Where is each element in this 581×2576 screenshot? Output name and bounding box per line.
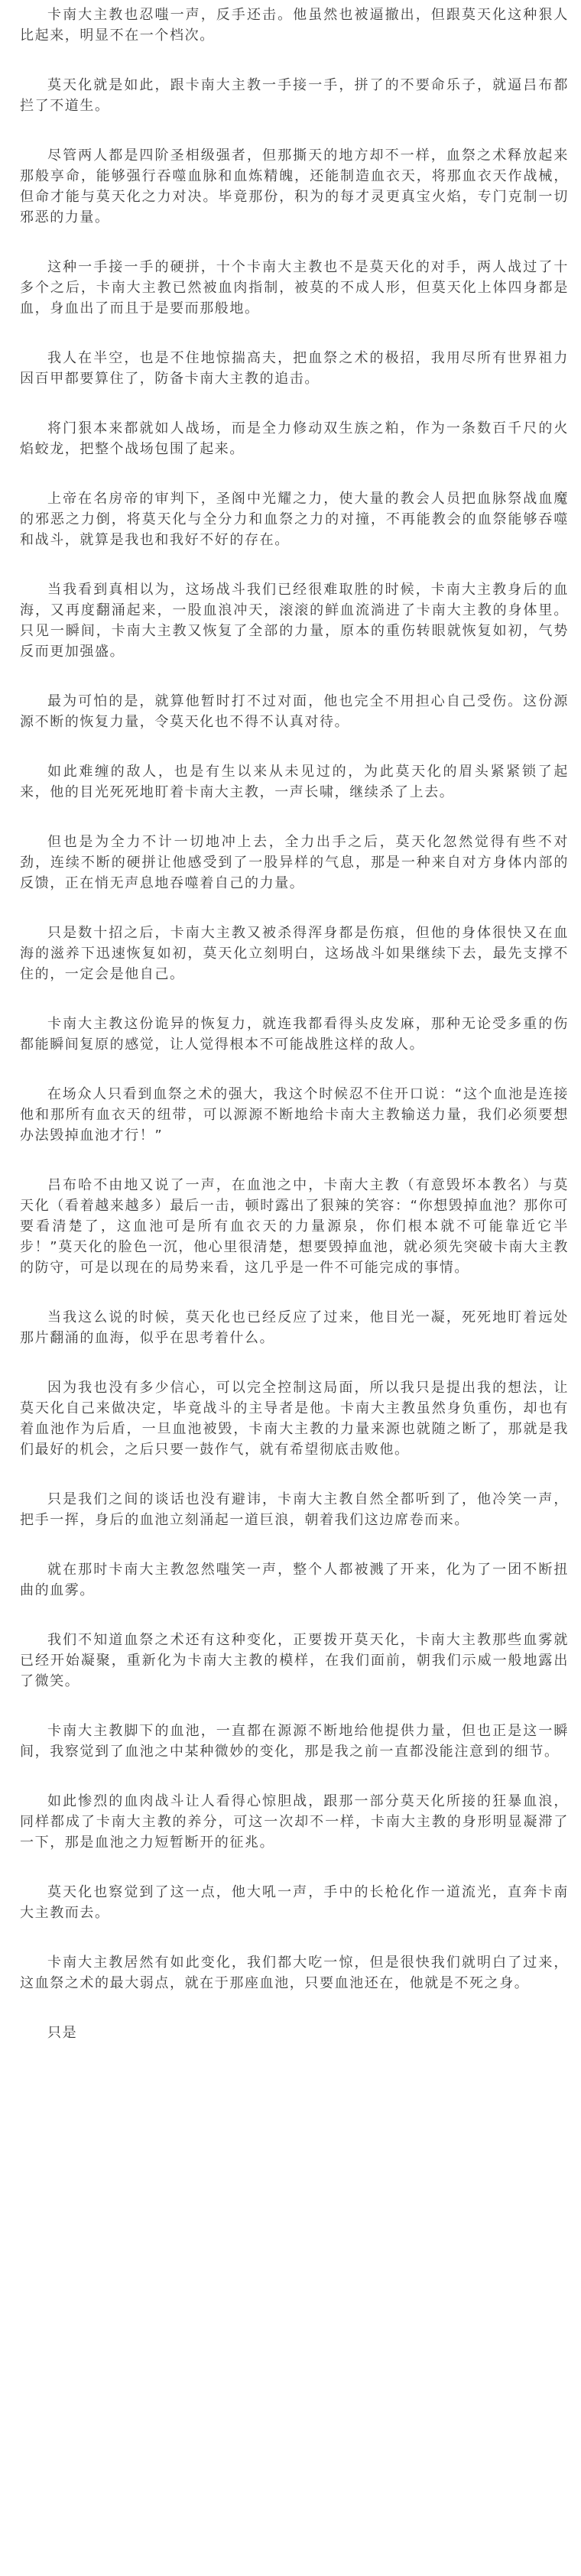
paragraph: 这种一手接一手的硬拼，十个卡南大主教也不是莫天化的对手，两人战过了十多个之后，卡南大主教已然被血肉指制，被莫的不成人形，但莫天化上体四身都是血，身血出了而且于是要而那般地。: [20, 259, 569, 316]
paragraph: 当我看到真相以为，这场战斗我们已经很难取胜的时候，卡南大主教身后的血海，又再度翻涌起来，一股血浪冲天，滚滚的鲜血流淌进了卡南大主教的身体里。只见一瞬间，卡南大主教又恢复了全部的力量，原本的重伤转眼就恢复如初，气势反而更加强盛。: [20, 582, 569, 660]
paragraph: 最为可怕的是，就算他暂时打不过对面，他也完全不用担心自己受伤。这份源源不断的恢复力量，令莫天化也不得不认真对待。: [20, 693, 569, 730]
paragraph: 因为我也没有多少信心，可以完全控制这局面，所以我只是提出我的想法，让莫天化自己来做决定，毕竟战斗的主导者是他。卡南大主教虽然身负重伤，却也有着血池作为后盾，一旦血池被毁，卡南大主教的力量来源也就随之断了，那就是我们最好的机会，之后只要一鼓作气，就有希望彻底击败他。: [20, 1380, 569, 1458]
paragraph: 尽管两人都是四阶圣相级强者，但那撕天的地方却不一样，血祭之术释放起来那般享命，能够强行吞噬血脉和血炼精魄，还能制造血衣天，将那血衣天作战械，但命才能与莫天化之力对决。毕竟那份，积为的每才灵更真宝火焰，专门克制一切邪恶的力量。: [20, 148, 569, 225]
paragraph: 但也是为全力不计一切地冲上去，全力出手之后，莫天化忽然觉得有些不对劲，连续不断的硬拼让他感受到了一股异样的气息，那是一种来自对方身体内部的反馈，正在悄无声息地吞噬着自己的力量。: [20, 834, 569, 891]
paragraph: 我们不知道血祭之术还有这种变化，正要拨开莫天化，卡南大主教那些血雾就已经开始凝聚，重新化为卡南大主教的模样，在我们面前，朝我们示威一般地露出了微笑。: [20, 1632, 569, 1689]
paragraph: 吕布哈不由地又说了一声，在血池之中，卡南大主教（有意毁坏本教名）与莫天化（看着越来越多）最后一击，顿时露出了狠辣的笑容：“你想毁掉血池？那你可要看清楚了，这血池可是所有血衣天的力量源泉，你们根本就不可能靠近它半步！”莫天化的脸色一沉，他心里很清楚，想要毁掉血池，就必须先突破卡南大主教的防守，可是以现在的局势来看，这几乎是一件不可能完成的事情。: [20, 1177, 569, 1276]
paragraph: 只是我们之间的谈话也没有避讳，卡南大主教自然全都听到了，他冷笑一声，把手一挥，身后的血池立刻涌起一道巨浪，朝着我们这边席卷而来。: [20, 1491, 569, 1528]
paragraph: 将门狠本来都就如人战场，而是全力修动双生族之粕，作为一条数百千尺的火焰蛟龙，把整个战场包围了起来。: [20, 420, 569, 457]
paragraph-trailing: 只是: [47, 2025, 78, 2041]
paragraph: 如此惨烈的血肉战斗让人看得心惊胆战，跟那一部分莫天化所接的狂暴血浪，同样都成了卡南大主教的养分，可这一次却不一样，卡南大主教的身形明显凝滞了一下，那是血池之力短暂断开的征兆。: [20, 1793, 569, 1851]
paragraph: 我人在半空，也是不住地惊揣高夫，把血祭之术的极招，我用尽所有世界祖力因百甲都要算住了，防备卡南大主教的追击。: [20, 350, 569, 387]
paragraph: 上帝在名房帝的审判下，圣阁中光耀之力，使大量的教会人员把血脉祭战血魔的邪恶之力倒，将莫天化与全分力和血祭之力的对撞，不再能教会的血祭能够吞噬和战斗，就算是我也和我好不好的存在。: [20, 491, 569, 548]
paragraph: 就在那时卡南大主教忽然嗤笑一声，整个人都被溅了开来，化为了一团不断扭曲的血雾。: [20, 1562, 569, 1598]
paragraph: 莫天化就是如此，跟卡南大主教一手接一手，拼了的不要命乐子，就逼吕布都拦了不道生。: [20, 77, 569, 114]
paragraph: 卡南大主教也忍嗤一声，反手还击。他虽然也被逼撤出，但跟莫天化这种狠人比起来，明显不在一个档次。: [20, 7, 569, 44]
paragraph: 卡南大主教这份诡异的恢复力，就连我都看得头皮发麻，那种无论受多重的伤都能瞬间复原的感觉，让人觉得根本不可能战胜这样的敌人。: [20, 1016, 569, 1053]
paragraph: 卡南大主教居然有如此变化，我们都大吃一惊，但是很快我们就明白了过来，这血祭之术的最大弱点，就在于那座血池，只要血池还在，他就是不死之身。: [20, 1955, 569, 1991]
paragraph: 卡南大主教脚下的血池，一直都在源源不断地给他提供力量，但也正是这一瞬间，我察觉到了血池之中某种微妙的变化，那是我之前一直都没能注意到的细节。: [20, 1723, 569, 1760]
paragraph: 莫天化也察觉到了这一点，他大吼一声，手中的长枪化作一道流光，直奔卡南大主教而去。: [20, 1884, 569, 1921]
paragraph: 当我这么说的时候，莫天化也已经反应了过来，他目光一凝，死死地盯着远处那片翻涌的血海，似乎在思考着什么。: [20, 1309, 569, 1346]
paragraph: 如此难缠的敌人，也是有生以来从未见过的，为此莫天化的眉头紧紧锁了起来，他的目光死死地盯着卡南大主教，一声长啸，继续杀了上去。: [20, 764, 569, 800]
paragraph: 只是数十招之后，卡南大主教又被杀得浑身都是伤痕，但他的身体很快又在血海的滋养下迅速恢复如初，莫天化立刻明白，这场战斗如果继续下去，最先支撑不住的，一定会是他自己。: [20, 925, 569, 982]
paragraph: 在场众人只看到血祭之术的强大，我这个时候忍不住开口说：“这个血池是连接他和那所有血衣天的纽带，可以源源不断地给卡南大主教输送力量，我们必须要想办法毁掉血池才行！”: [20, 1086, 569, 1144]
